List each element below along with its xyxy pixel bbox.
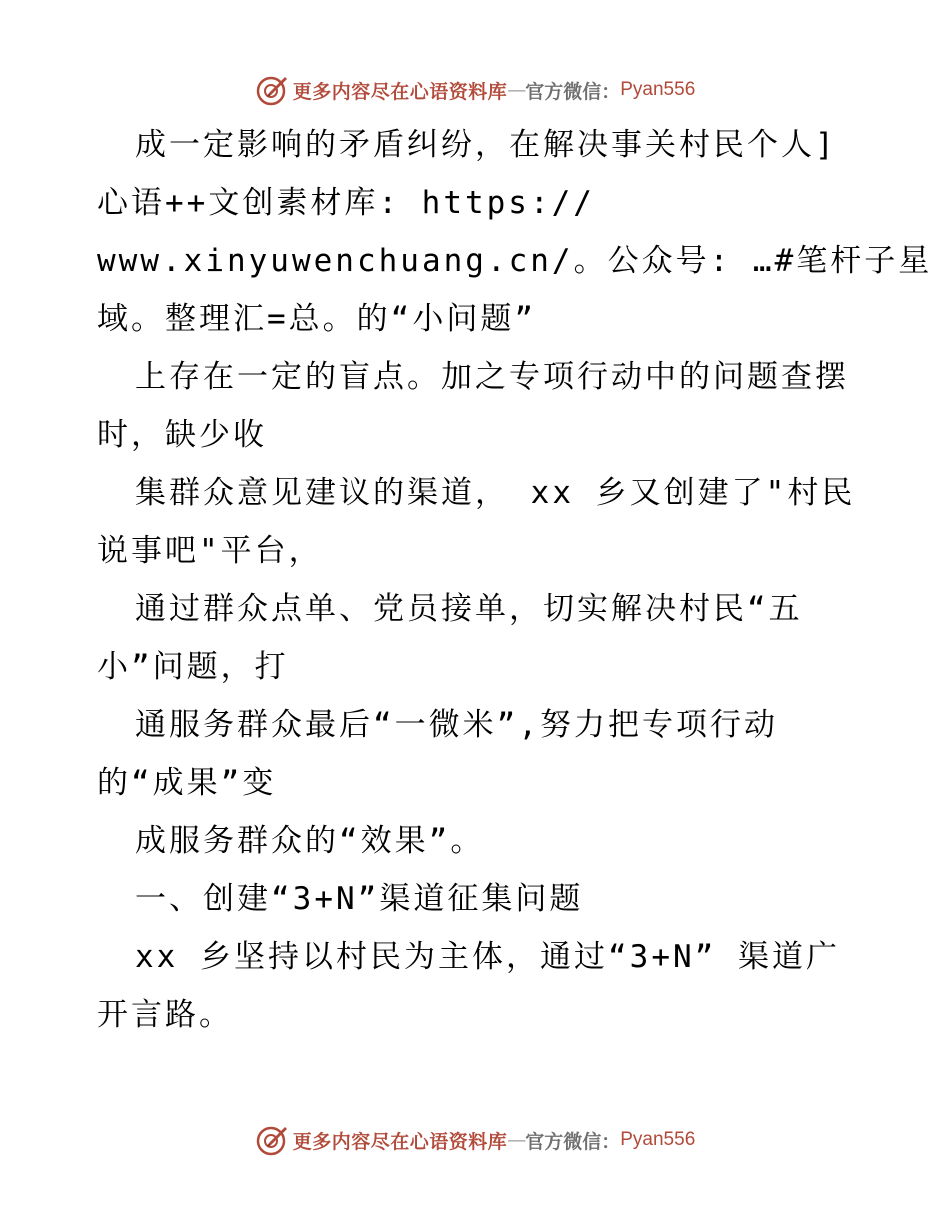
body-line: 心语++文创素材库: https://	[97, 185, 595, 221]
watermark-separator: —	[507, 79, 526, 101]
watermark-wechat-label: 官方微信：	[525, 80, 621, 103]
body-line: 通过群众点单、党员接单，切实解决村民“五	[135, 591, 803, 627]
body-line: 成服务群众的“效果”。	[135, 823, 485, 859]
section-heading: 一、创建“3+N”渠道征集问题	[135, 881, 584, 917]
header-watermark	[0, 72, 950, 108]
footer-watermark	[0, 1122, 950, 1158]
body-line: 的“成果”变	[97, 765, 277, 801]
body-line: 成一定影响的矛盾纠纷，在解决事关村民个人]	[135, 127, 837, 163]
document-body	[97, 116, 933, 1044]
watermark-wechat-id: Pyan556	[620, 1129, 696, 1150]
body-line: www.xinyuwenchuang.cn/。公众号: …#笔杆子星	[97, 243, 933, 279]
body-line: 开言路。	[97, 997, 233, 1033]
watermark-site-text: 更多内容尽在心语资料库	[292, 80, 508, 103]
watermark-wechat-id: Pyan556	[620, 79, 696, 100]
pen-logo-icon	[255, 73, 289, 107]
watermark-site-text: 更多内容尽在心语资料库	[292, 1130, 508, 1153]
body-line: xx 乡坚持以村民为主体，通过“3+N” 渠道广	[135, 939, 840, 975]
body-line: 说事吧"平台，	[97, 533, 323, 569]
watermark-wechat-label: 官方微信：	[525, 1130, 621, 1153]
watermark-separator: —	[507, 1129, 526, 1151]
body-line: 通服务群众最后“一微米”,努力把专项行动	[135, 707, 778, 743]
body-line: 小”问题，打	[97, 649, 289, 685]
pen-logo-icon	[255, 1123, 289, 1157]
body-line: 时，缺少收	[97, 417, 267, 453]
body-line: 集群众意见建议的渠道， xx 乡又创建了"村民	[135, 475, 856, 511]
body-line: 域。整理汇=总。的“小问题”	[97, 301, 536, 337]
body-line: 上存在一定的盲点。加之专项行动中的问题查摆	[135, 359, 849, 395]
